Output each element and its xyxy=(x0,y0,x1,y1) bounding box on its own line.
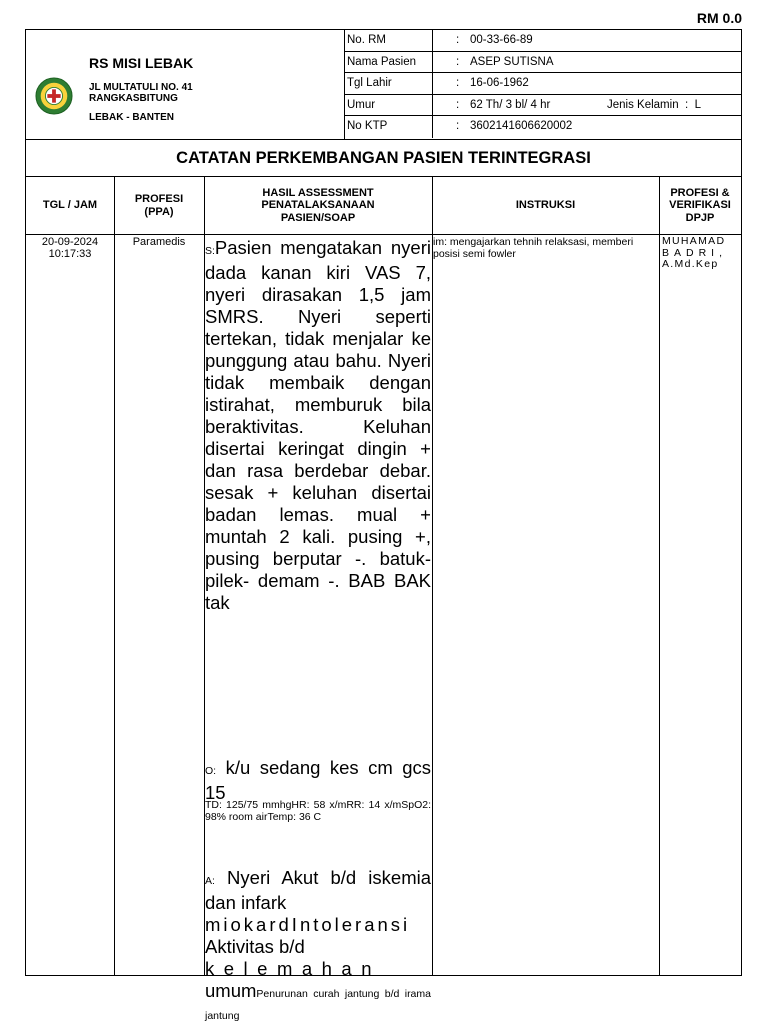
gender-label: Jenis Kelamin xyxy=(607,98,679,111)
patient-label: No. RM xyxy=(347,34,386,46)
dpjp-line3: A.Md.Kep xyxy=(662,258,719,270)
soap-a-line xyxy=(205,980,431,1024)
patient-value: 62 Th/ 3 bl/ 4 hr xyxy=(470,98,551,111)
soap-s-tag: S: xyxy=(205,245,215,257)
patient-row-name xyxy=(344,52,741,74)
column-divider xyxy=(432,177,433,975)
patient-row-rm xyxy=(344,30,741,52)
gender-value: L xyxy=(694,98,701,111)
header-profesi: PROFESI (PPA) xyxy=(134,193,184,218)
colon: : xyxy=(684,98,689,111)
colon: : xyxy=(456,55,460,68)
form-code: RM 0.0 xyxy=(696,10,742,26)
soap-a-text-2: miokardIntoleransi xyxy=(205,914,411,935)
entry-datetime xyxy=(26,236,114,260)
soap-a-text-small: Penurunan curah jantung b/d irama jantung xyxy=(205,988,431,1022)
soap-subjective xyxy=(205,237,431,614)
patient-value: 3602141606620002 xyxy=(470,120,573,133)
dpjp-line1: MUHAMAD xyxy=(662,235,726,247)
header-instruksi: INSTRUKSI xyxy=(515,199,576,212)
colon: : xyxy=(456,77,460,90)
header-date: TGL / JAM xyxy=(42,199,98,212)
form-title: CATATAN PERKEMBANGAN PASIEN TERINTEGRASI xyxy=(26,139,741,177)
entry-time: 10:17:33 xyxy=(48,248,92,260)
patient-label: No KTP xyxy=(347,120,388,133)
header-verifikasi: PROFESI & VERIFIKASI DPJP xyxy=(669,186,731,224)
entry-profesi: Paramedis xyxy=(132,236,186,248)
soap-o-text: k/u sedang kes cm gcs 15 xyxy=(205,757,432,803)
patient-label: Nama Pasien xyxy=(347,55,417,68)
colon: : xyxy=(456,98,460,111)
hospital-city: LEBAK - BANTEN xyxy=(89,112,174,123)
patient-label: Umur xyxy=(347,98,376,111)
hospital-name: RS MISI LEBAK xyxy=(89,55,194,71)
hospital-emblem-icon xyxy=(35,77,73,115)
entry-verifikasi xyxy=(662,236,738,271)
soap-a-text-3: Aktivitas b/d xyxy=(205,936,305,957)
hospital-address xyxy=(89,82,193,104)
patient-label: Tgl Lahir xyxy=(347,77,392,90)
soap-a-text-1: Nyeri Akut b/d iskemia dan infark xyxy=(205,867,432,913)
colon: : xyxy=(456,120,460,133)
soap-o-tag: O: xyxy=(205,765,217,777)
gender-field xyxy=(607,99,701,111)
patient-identity-table xyxy=(344,30,741,138)
dpjp-line2: BADRI, xyxy=(662,246,728,259)
entry-date: 20-09-2024 xyxy=(41,236,99,248)
soap-a-text-5: umum xyxy=(205,980,257,1001)
colon: : xyxy=(456,34,460,46)
table-header xyxy=(26,177,741,235)
hospital-block xyxy=(26,30,345,139)
patient-row-age xyxy=(344,95,741,117)
patient-value: 00-33-66-89 xyxy=(470,34,533,46)
soap-a-text-4: kelemahan xyxy=(205,958,382,979)
patient-row-dob xyxy=(344,73,741,95)
soap-assessment xyxy=(205,867,431,1024)
form-header xyxy=(26,30,741,140)
soap-vitals: TD: 125/75 mmhgHR: 58 x/mRR: 14 x/mSpO2: 98% room airTemp: 36 C xyxy=(205,799,431,823)
soap-objective xyxy=(205,757,431,804)
patient-value: ASEP SUTISNA xyxy=(470,55,554,68)
patient-value: 16-06-1962 xyxy=(470,77,529,90)
header-soap: HASIL ASSESSMENT PENATALAKSANAAN PASIEN/SOAP xyxy=(261,186,375,224)
soap-a-tag: A: xyxy=(205,875,215,887)
hospital-address-line1: JL MULTATULI NO. 41 xyxy=(89,82,193,93)
column-divider xyxy=(659,177,660,975)
integrated-progress-note-form xyxy=(25,29,742,1022)
soap-a-line xyxy=(205,867,431,914)
column-divider xyxy=(114,177,115,975)
soap-s-text: Pasien mengatakan nyeri dada kanan kiri VAS 7, nyeri dirasakan 1,5 jam SMRS. Nyeri seperti tertekan, tidak menjalar ke punggung atau bahu. Nyeri tidak membaik dengan istirahat, memburuk bila beraktivitas. Keluhan disertai keringat dingin + dan rasa berdebar debar. sesak + keluhan disertai badan lemas. mual + muntah 2 kali. pusing +, pusing berputar -. batuk-pilek- demam -. BAB BAK tak xyxy=(205,237,431,613)
soap-a-line xyxy=(205,936,431,958)
hospital-address-line2: RANGKASBITUNG xyxy=(89,93,178,104)
entry-instruksi: im: mengajarkan tehnih relaksasi, memberi posisi semi fowler xyxy=(433,236,634,260)
patient-row-ktp xyxy=(344,116,741,138)
